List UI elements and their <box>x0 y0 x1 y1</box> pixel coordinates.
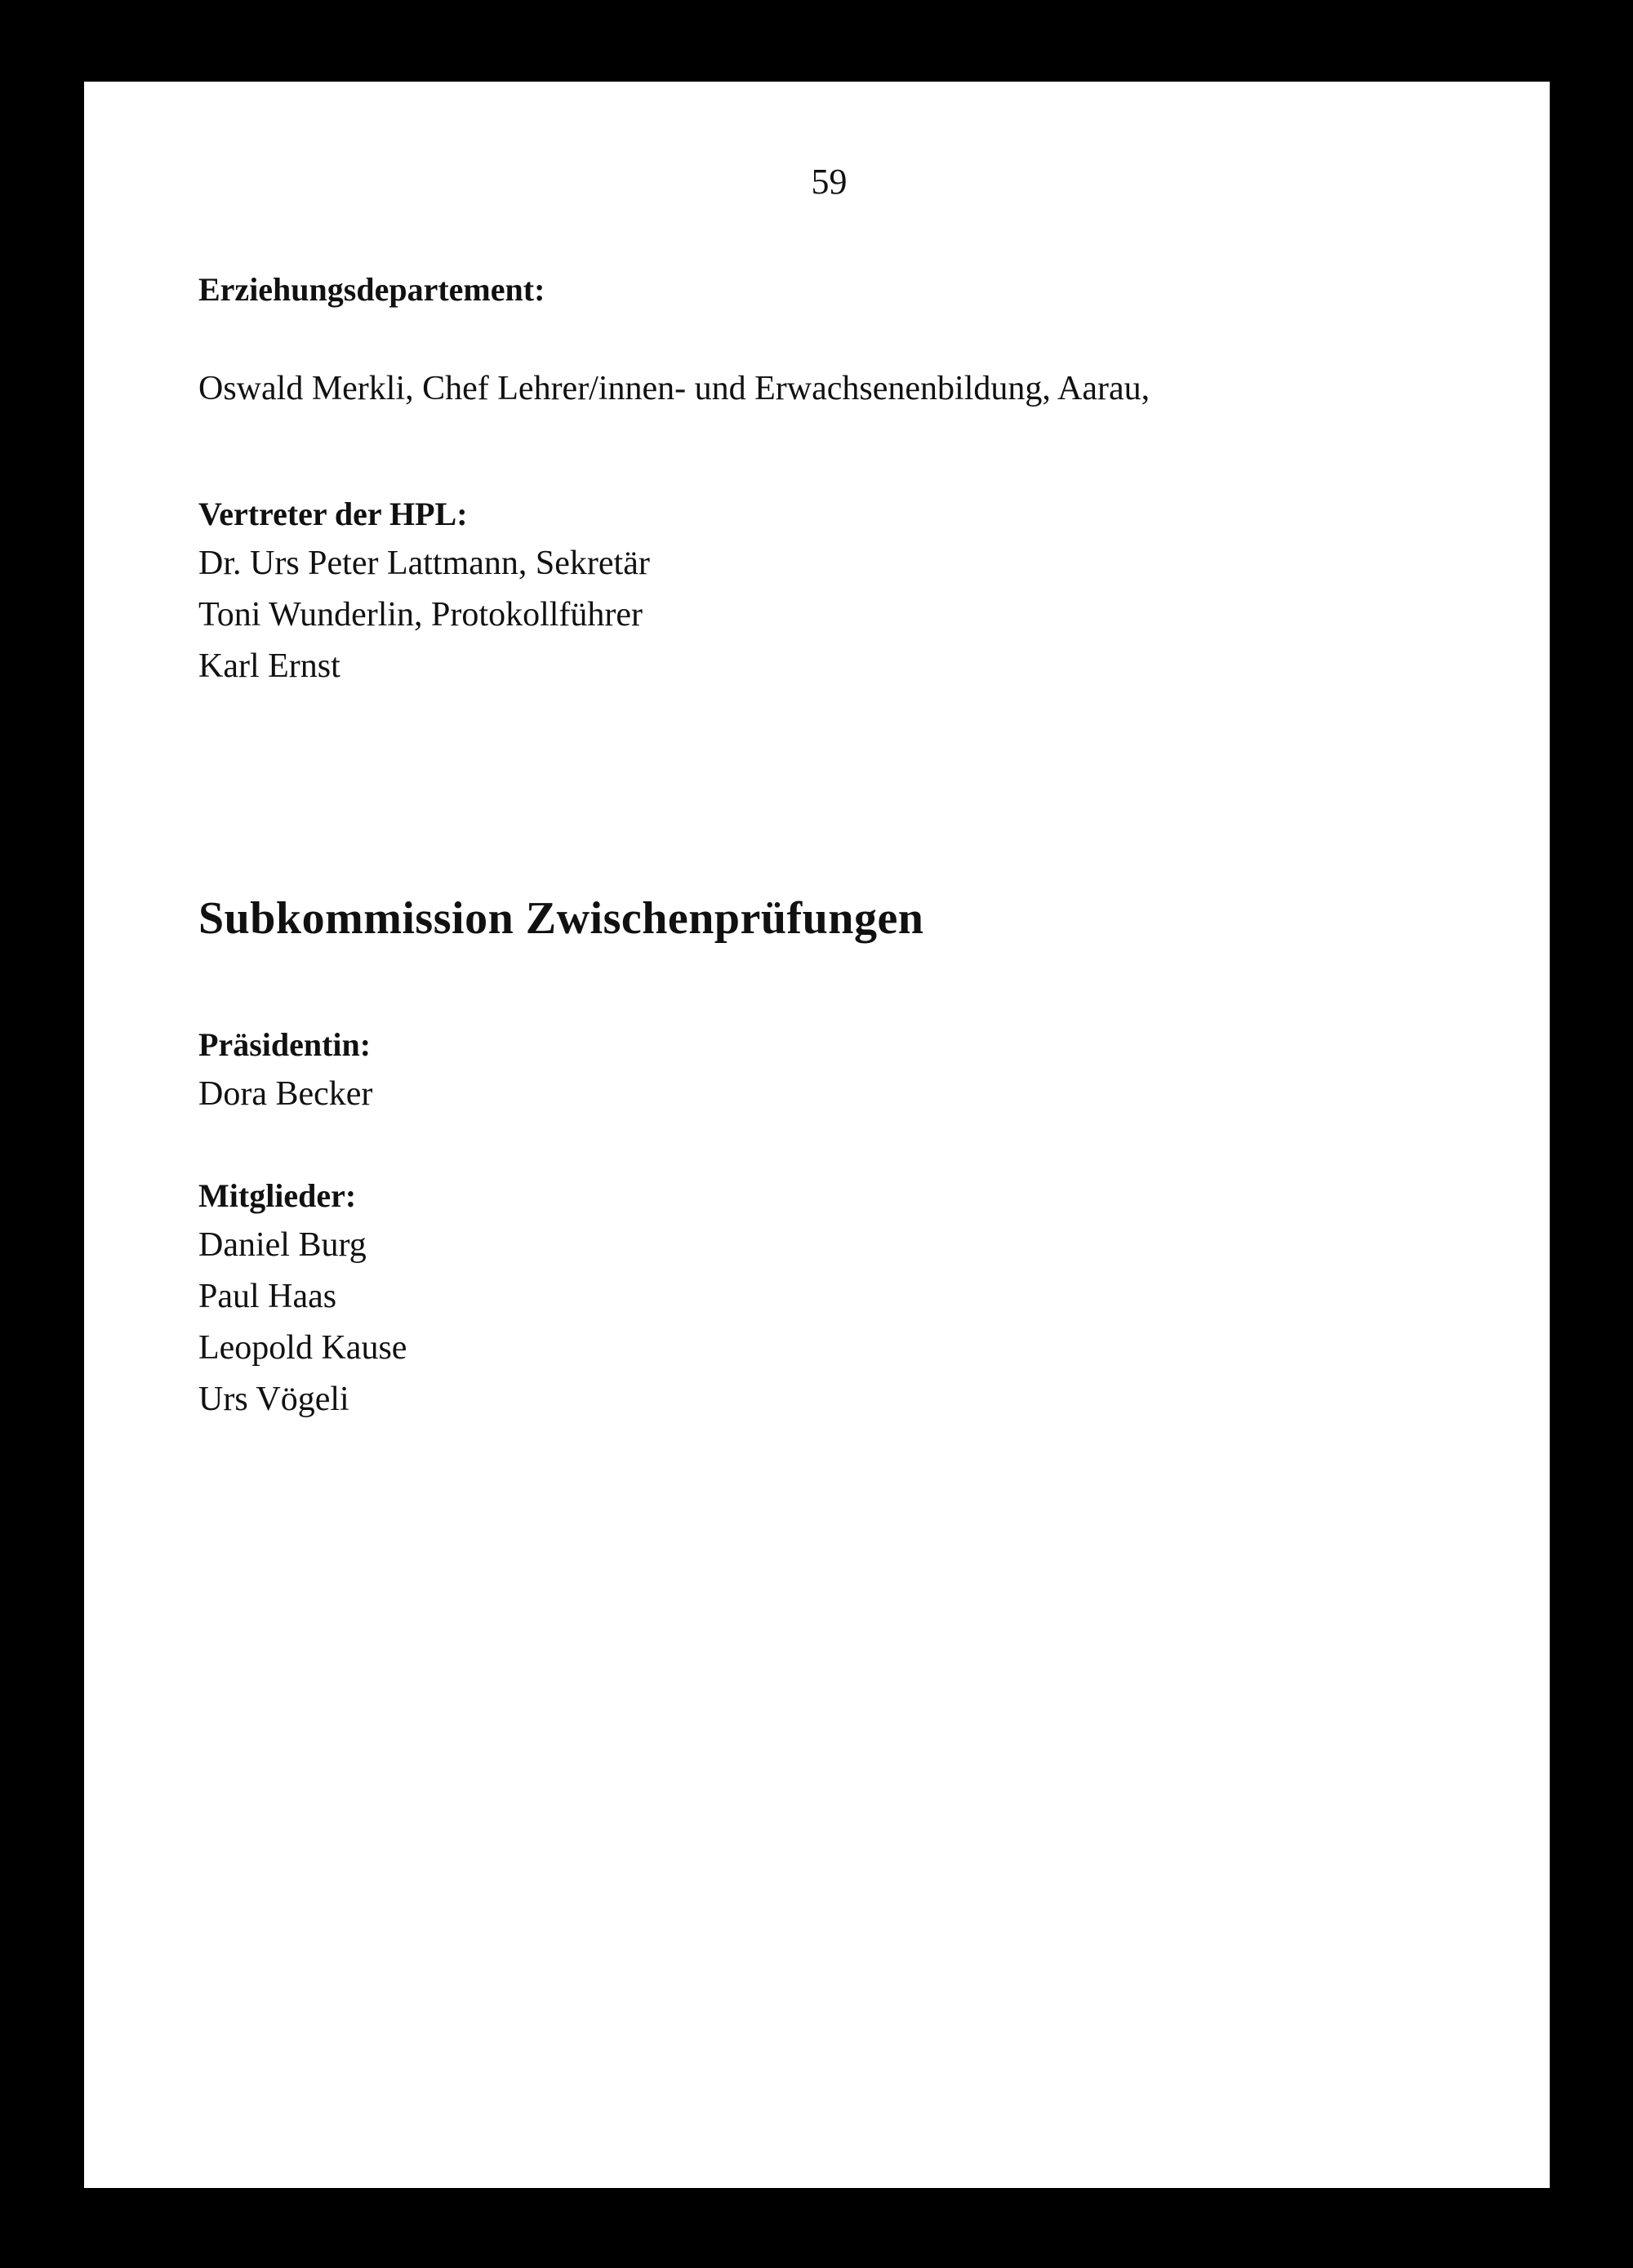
president-name: Dora Becker <box>198 1075 373 1113</box>
section-heading-erziehungsdepartement: Erziehungsdepartement: <box>198 271 545 308</box>
section-heading-hpl: Vertreter der HPL: <box>198 496 468 532</box>
list-item: Urs Vögeli <box>198 1381 349 1418</box>
list-item: Dr. Urs Peter Lattmann, Sekretär <box>198 545 650 582</box>
subkommission-section <box>198 890 1501 947</box>
president-section <box>198 1025 1501 1120</box>
list-item: Leopold Kause <box>198 1329 407 1367</box>
members-section <box>198 1176 1501 1425</box>
hpl-section <box>198 494 1501 692</box>
erziehungsdepartement-line-block <box>198 363 1501 415</box>
members-heading: Mitglieder: <box>198 1177 357 1214</box>
list-item: Toni Wunderlin, Protokollführer <box>198 596 643 634</box>
page-number: 59 <box>811 162 848 202</box>
list-item: Paul Haas <box>198 1278 337 1315</box>
president-heading: Präsidentin: <box>198 1026 372 1063</box>
list-item: Daniel Burg <box>198 1226 367 1264</box>
subkommission-title: Subkommission Zwischenprüfungen <box>198 893 924 944</box>
erziehungsdepartement-member: Oswald Merkli, Chef Lehrer/innen- und Erwachsenenbildung, Aarau, <box>198 370 1150 407</box>
hpl-member-list <box>198 538 1501 692</box>
erziehungsdepartement-section <box>198 269 1501 310</box>
list-item: Karl Ernst <box>198 647 340 685</box>
document-page <box>84 82 1550 2188</box>
subkommission-member-list <box>198 1220 1501 1425</box>
